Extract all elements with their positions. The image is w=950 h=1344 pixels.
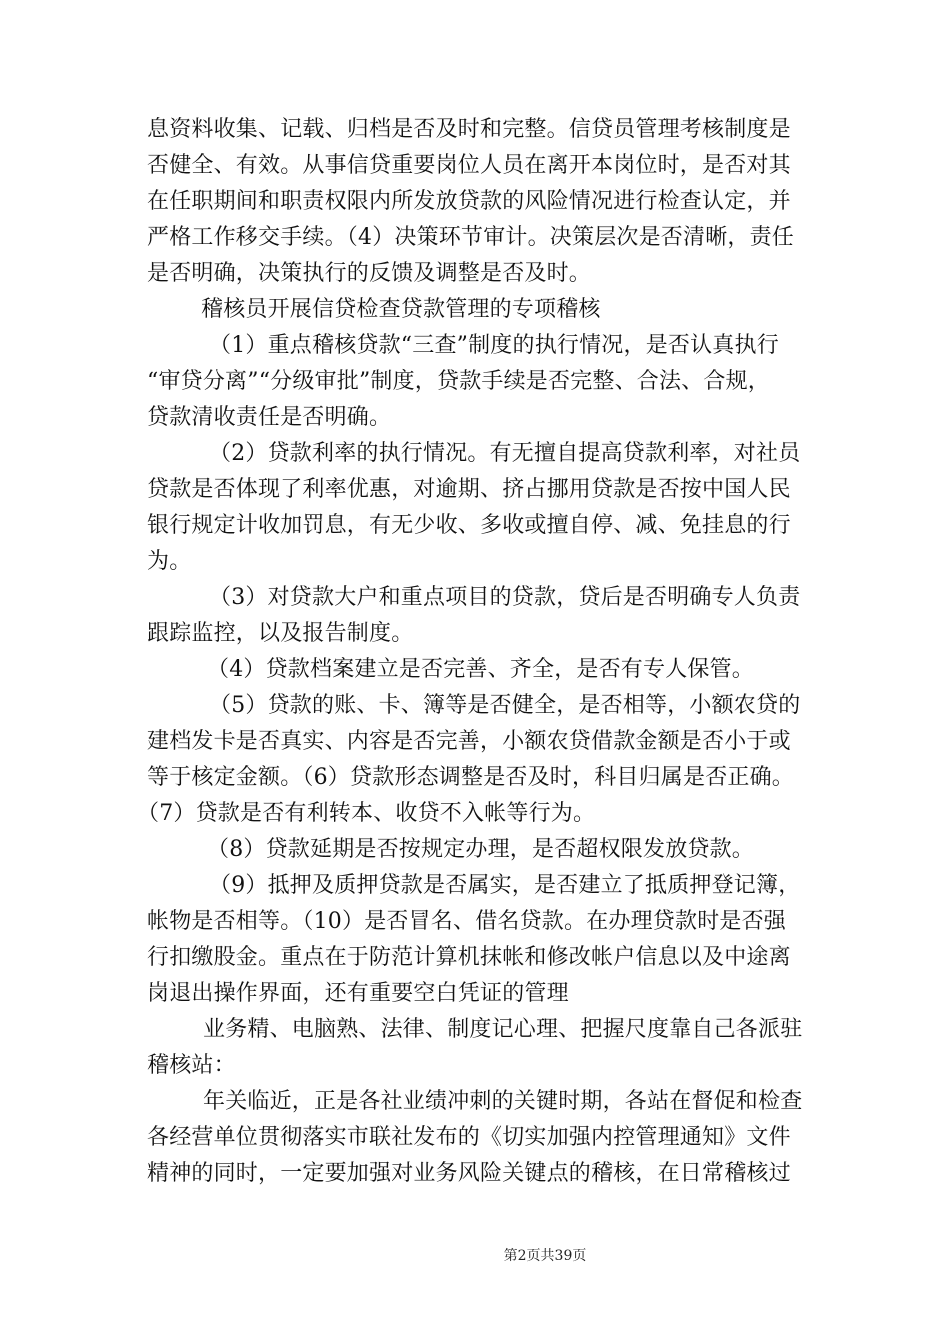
text-line: 等于核定金额。（6）贷款形态调整是否及时，科目归属是否正确。 <box>147 765 794 790</box>
body-text <box>137 112 827 1192</box>
text-line: 业务精、电脑熟、法律、制度记心理、把握尺度靠自己各派驻 <box>203 1017 803 1042</box>
text-line: （5）贷款的账、卡、簿等是否健全，是否相等，小额农贷的 <box>209 693 801 718</box>
text-line: （8）贷款延期是否按规定办理，是否超权限发放贷款。 <box>207 837 754 862</box>
page-number: 第2页共39页 <box>503 1248 587 1264</box>
text-line: 年关临近，正是各社业绩冲刺的关键时期，各站在督促和检查 <box>203 1089 803 1114</box>
text-line: 建档发卡是否真实、内容是否完善，小额农贷借款金额是否小于或 <box>147 729 791 754</box>
text-line: （7）贷款是否有利转本、收贷不入帐等行为。 <box>137 801 596 826</box>
text-line: （3）对贷款大户和重点项目的贷款，贷后是否明确专人负责 <box>209 585 801 610</box>
text-line: 在任职期间和职责权限内所发放贷款的风险情况进行检查认定，并 <box>147 189 791 214</box>
text-line: （4）贷款档案建立是否完善、齐全，是否有专人保管。 <box>207 657 754 682</box>
text-line: （9）抵押及质押贷款是否属实，是否建立了抵质押登记簿， <box>209 873 801 898</box>
section-heading: 稽核员开展信贷检查贷款管理的专项稽核 <box>201 297 601 322</box>
text-line: 岗退出操作界面，还有重要空白凭证的管理 <box>147 981 569 1006</box>
text-line: （1）重点稽核贷款“三查”制度的执行情况，是否认真执行 <box>209 333 779 358</box>
text-line: 银行规定计收加罚息，有无少收、多收或擅自停、减、免挂息的行 <box>147 513 791 538</box>
text-line: 各经营单位贯彻落实市联社发布的《切实加强内控管理通知》文件 <box>147 1125 791 1150</box>
text-line: 贷款清收责任是否明确。 <box>147 405 392 430</box>
text-line: 精神的同时，一定要加强对业务风险关键点的稽核，在日常稽核过 <box>147 1161 791 1186</box>
text-line: 跟踪监控，以及报告制度。 <box>147 621 414 646</box>
text-line: “审贷分离”“分级审批”制度，贷款手续是否完整、合法、合规， <box>147 369 770 394</box>
text-line: 是否明确，决策执行的反馈及调整是否及时。 <box>147 261 592 286</box>
text-line: （2）贷款利率的执行情况。有无擅自提高贷款利率，对社员 <box>209 441 801 466</box>
text-line: 稽核站： <box>147 1053 236 1078</box>
text-line: 息资料收集、记载、归档是否及时和完整。信贷员管理考核制度是 <box>147 117 791 142</box>
text-line: 行扣缴股金。重点在于防范计算机抹帐和修改帐户信息以及中途离 <box>147 945 791 970</box>
text-line: 否健全、有效。从事信贷重要岗位人员在离开本岗位时，是否对其 <box>147 153 791 178</box>
text-line: 帐物是否相等。（10）是否冒名、借名贷款。在办理贷款时是否强 <box>147 909 786 934</box>
text-line: 为。 <box>147 549 192 574</box>
text-line: 贷款是否体现了利率优惠，对逾期、挤占挪用贷款是否按中国人民 <box>147 477 791 502</box>
text-line: 严格工作移交手续。（4）决策环节审计。决策层次是否清晰，责任 <box>147 225 794 250</box>
